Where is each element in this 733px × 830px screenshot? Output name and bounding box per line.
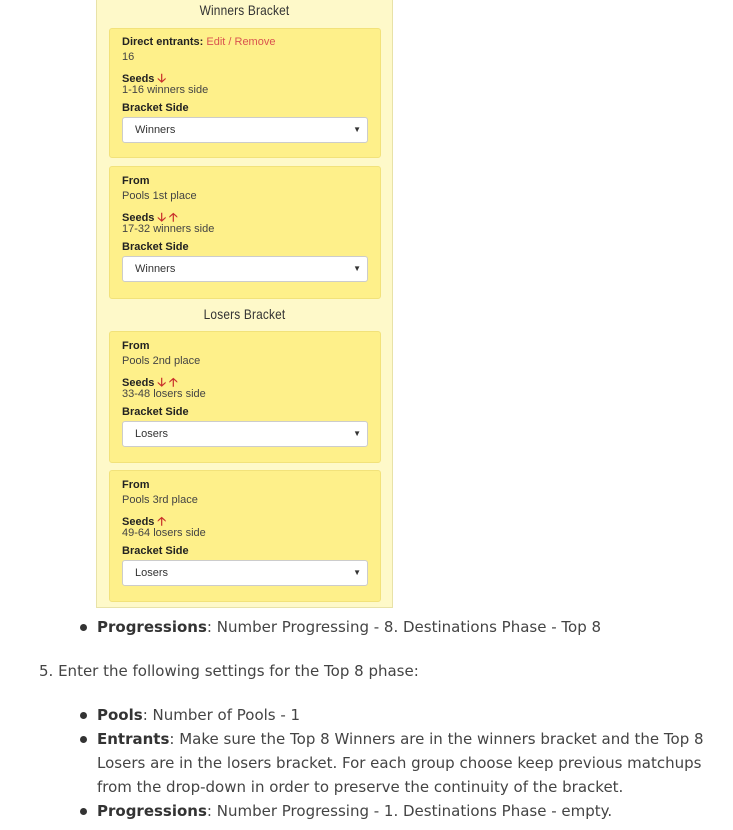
direct-entrants-label: Direct entrants: xyxy=(122,36,204,48)
from-label: From xyxy=(122,340,150,352)
chevron-down-icon: ▼ xyxy=(353,125,361,134)
from-label: From xyxy=(122,175,150,187)
pools-text: : Number of Pools - 1 xyxy=(142,706,301,724)
bullet-dot xyxy=(80,808,87,815)
seeds-label: Seeds xyxy=(122,212,155,224)
chevron-down-icon: ▼ xyxy=(353,264,361,273)
from-label: From xyxy=(122,479,150,491)
bracket-side-selected: Losers xyxy=(135,428,169,440)
entrants-line-3: from the drop-down in order to preserve the continuity of the bracket. xyxy=(97,778,624,796)
bracket-side-label: Bracket Side xyxy=(122,102,189,114)
chevron-down-icon: ▼ xyxy=(353,568,361,577)
bracket-side-selected: Winners xyxy=(135,124,176,136)
entrants-line-1 xyxy=(97,727,717,751)
losers-from-pools-3rd-card xyxy=(109,470,381,602)
seeds-value: 1-16 winners side xyxy=(122,84,209,96)
step-5-text: 5. Enter the following settings for the Top 8 phase: xyxy=(39,662,419,680)
progressions-text-2: : Number Progressing - 1. Destinations Phase - empty. xyxy=(206,802,613,820)
seed-up-arrow-icon[interactable]: 🡡 xyxy=(169,210,178,224)
winners-from-pools-1st-card xyxy=(109,166,381,299)
bracket-side-label: Bracket Side xyxy=(122,406,189,418)
edit-link[interactable]: Edit xyxy=(206,36,226,48)
bracket-side-select[interactable] xyxy=(122,421,368,447)
seeds-value: 17-32 winners side xyxy=(122,223,215,235)
progressions-term-2: Progressions xyxy=(97,802,207,820)
bullet-dot xyxy=(80,712,87,719)
remove-link[interactable]: Remove xyxy=(234,36,276,48)
bracket-side-label: Bracket Side xyxy=(122,241,189,253)
entrants-text-1: : Make sure the Top 8 Winners are in the winners bracket and the Top 8 xyxy=(169,730,704,748)
winners-direct-entrants-card xyxy=(109,28,381,158)
chevron-down-icon: ▼ xyxy=(353,429,361,438)
seeds-label: Seeds xyxy=(122,516,155,528)
bracket-side-label: Bracket Side xyxy=(122,545,189,557)
progressions-text: : Number Progressing - 8. Destinations Phase - Top 8 xyxy=(206,618,602,636)
losers-from-pools-2nd-card xyxy=(109,331,381,463)
bracket-side-selected: Winners xyxy=(135,263,176,275)
bracket-panel xyxy=(96,0,393,608)
pools-bullet xyxy=(97,703,300,727)
link-separator: / xyxy=(225,36,235,48)
bracket-side-select[interactable] xyxy=(122,256,368,282)
seed-up-arrow-icon[interactable]: 🡡 xyxy=(157,514,167,528)
from-value: Pools 1st place xyxy=(122,190,197,202)
entrants-term: Entrants xyxy=(97,730,170,748)
seeds-value: 49-64 losers side xyxy=(122,527,206,539)
bullet-dot xyxy=(80,624,87,631)
winners-bracket-title: Winners Bracket xyxy=(199,2,290,18)
bracket-side-select[interactable] xyxy=(122,117,368,143)
seed-down-arrow-icon[interactable]: 🡣 xyxy=(157,71,167,85)
progressions-bullet-2 xyxy=(97,799,612,823)
bullet-dot xyxy=(80,736,87,743)
progressions-bullet xyxy=(97,615,601,639)
bracket-side-selected: Losers xyxy=(135,567,169,579)
pools-term: Pools xyxy=(97,706,143,724)
entrant-count: 16 xyxy=(122,51,135,63)
losers-bracket-title: Losers Bracket xyxy=(203,306,286,322)
seeds-label: Seeds xyxy=(122,377,155,389)
seeds-value: 33-48 losers side xyxy=(122,388,206,400)
seeds-label: Seeds xyxy=(122,73,155,85)
progressions-term: Progressions xyxy=(97,618,207,636)
bracket-side-select[interactable] xyxy=(122,560,368,586)
entrants-bullet xyxy=(97,727,717,799)
from-value: Pools 2nd place xyxy=(122,355,201,367)
seed-up-arrow-icon[interactable]: 🡡 xyxy=(169,375,178,389)
entrants-line-2: Losers are in the losers bracket. For each group choose keep previous matchups xyxy=(97,754,702,772)
direct-entrants-line xyxy=(122,36,275,48)
from-value: Pools 3rd place xyxy=(122,494,198,506)
seed-down-arrow-icon[interactable]: 🡣 xyxy=(157,375,167,389)
seed-down-arrow-icon[interactable]: 🡣 xyxy=(157,210,167,224)
